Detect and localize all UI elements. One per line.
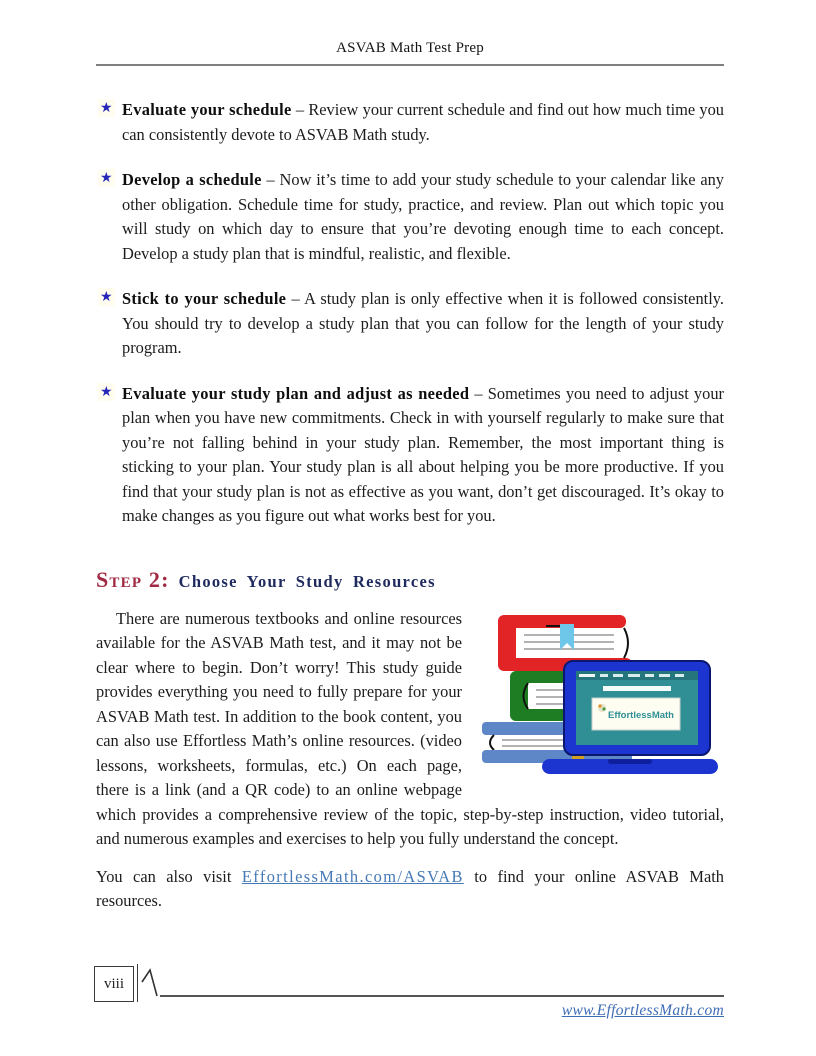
step-title: Choose Your Study Resources (178, 571, 436, 591)
bullet-text (122, 168, 724, 266)
dash-separator: – (295, 100, 305, 119)
bullet-title: Evaluate your schedule (122, 100, 292, 119)
resources-paragraph-block (96, 607, 724, 852)
bullet-description: Review your current schedule and find out how much time you can consistently devote to ASVAB Math study. (122, 100, 724, 144)
star-bullet-icon: ★ (100, 289, 113, 305)
link-lead-text: You can also visit (96, 866, 242, 886)
running-header (96, 40, 724, 66)
bullet-title: Evaluate your study plan and adjust as needed (122, 383, 470, 403)
dash-separator: – (291, 289, 300, 308)
effortlessmath-asvab-link[interactable]: EffortlessMath.com/ASVAB (241, 866, 464, 886)
books-laptop-graphic (472, 609, 724, 781)
page-number-box (94, 966, 134, 1002)
star-bullet-icon: ★ (100, 383, 113, 400)
visit-link-paragraph (96, 865, 724, 914)
list-item (96, 382, 724, 529)
bullet-title: Stick to your schedule (122, 289, 287, 308)
bullet-text (122, 98, 724, 147)
page-number: viii (103, 975, 124, 992)
bullet-text (122, 382, 724, 529)
link-tail-text: to find your online ASVAB Math resources. (96, 866, 724, 910)
page-content (96, 40, 724, 914)
bullet-description: Now it’s time to add your study schedule to your calendar like any other obligation. Schedule time for study, practice, and review. Plan out which topic you will study on which day to ensure that you’re devoting enough time to each concept. Develop a study plan that is mindful, realistic, and flexible. (122, 170, 724, 263)
footer-rule (160, 995, 724, 997)
dash-separator: – (474, 383, 483, 403)
star-bullet-icon: ★ (100, 100, 113, 116)
running-header-title: ASVAB Math Test Prep (336, 40, 484, 56)
books-laptop-illustration (472, 609, 724, 795)
bullet-description: Sometimes you need to adjust your plan when you have new commitments. Check in with yourself regularly to make sure that you’re not falling behind in your study plan. Remember, the most important thing is sticking to your plan. Your study plan is all about helping you be more productive. If you find that your study plan is not as effective as you want, don’t get discouraged. It’s okay to make changes as you figure out what works best for you. (122, 383, 724, 525)
step-2-heading (96, 567, 724, 594)
bullet-text (122, 287, 724, 361)
page-number-spine-line (137, 964, 138, 1002)
resources-paragraph: There are numerous textbooks and online resources available for the ASVAB Math test, and it may not be clear where to begin. Don’t worry! This study guide provides everything you need to fully prepare for your ASVAB Math test. In addition to the book content, you can also use Effortless Math’s online resources. (video lessons, worksheets, formulas, etc.) On each page, there is a link (and a QR code) to an online webpage which provides a comprehensive review of the topic, step-by-step instruction, video tutorial, and numerous examples and exercises to help you fully understand the concept. (96, 608, 724, 848)
list-item (96, 98, 724, 147)
dash-separator: – (266, 170, 275, 189)
bullet-title: Develop a schedule (122, 170, 262, 189)
step-number-label: Step 2: (96, 566, 170, 592)
list-item (96, 168, 724, 266)
star-bullet-icon: ★ (100, 170, 113, 186)
bullet-description: A study plan is only effective when it is followed consistently. You should try to develop a study plan that you can follow for the length of your study program. (122, 289, 724, 357)
footer-website-link[interactable]: www.EffortlessMath.com (561, 1002, 724, 1019)
laptop-logo-text: EffortlessMath (608, 709, 674, 721)
list-item (96, 287, 724, 361)
study-tips-list (96, 98, 724, 529)
